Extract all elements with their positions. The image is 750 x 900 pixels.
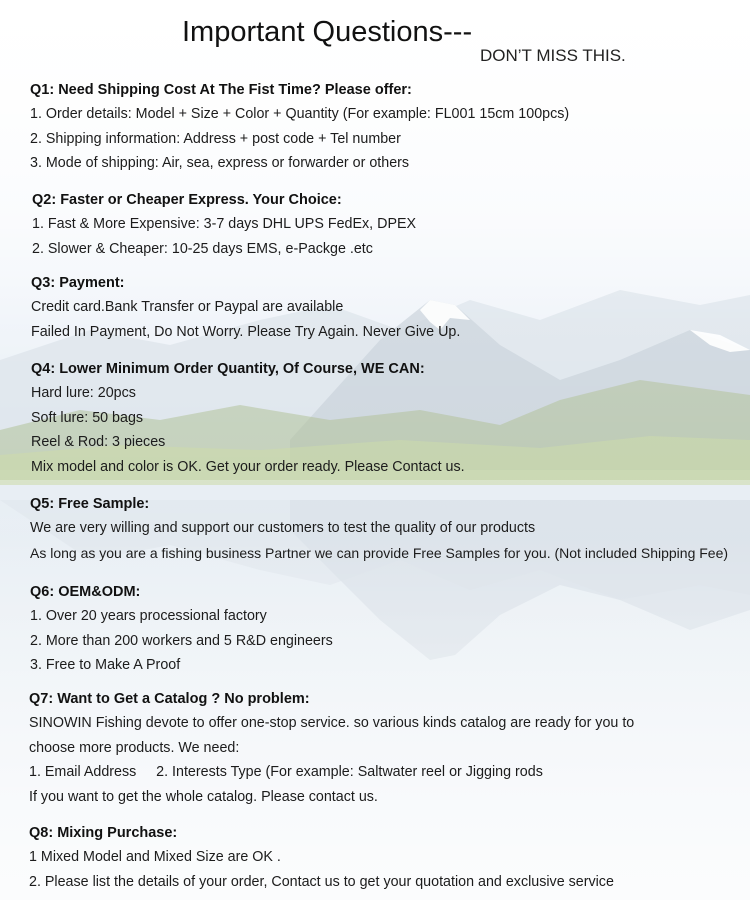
- faq-answer-line: 2. More than 200 workers and 5 R&D engineers: [30, 632, 333, 649]
- page-subtitle: DON’T MISS THIS.: [480, 46, 626, 65]
- faq-answer-line: 1. Over 20 years processional factory: [30, 608, 267, 624]
- faq-answer-line: Reel & Rod: 3 pieces: [31, 434, 166, 451]
- faq-section-q4: [31, 357, 465, 479]
- faq-answer-line: Failed In Payment, Do Not Worry. Please Try Again. Never Give Up.: [31, 323, 461, 340]
- page-title: Important Questions---: [182, 16, 473, 48]
- faq-question: Q3: Payment:: [31, 275, 125, 291]
- faq-answer-line: Mix model and color is OK. Get your order ready. Please Contact us.: [31, 458, 465, 475]
- faq-answer-line: 3. Free to Make A Proof: [30, 657, 181, 674]
- faq-section-q2: [32, 188, 416, 261]
- faq-answer-line: SINOWIN Fishing devote to offer one-stop service. so various kinds catalog are ready for you to: [29, 715, 635, 731]
- faq-section-q5: [30, 492, 728, 565]
- faq-answer-line: 2. Slower & Cheaper: 10-25 days EMS, e-Packge .etc: [32, 240, 373, 257]
- faq-question: Q1: Need Shipping Cost At The Fist Time? Please offer:: [30, 82, 412, 98]
- faq-section-q7: [29, 687, 634, 809]
- faq-answer-line: As long as you are a fishing business Partner we can provide Free Samples for you. (Not included Shipping Fee): [30, 544, 729, 561]
- faq-answer-line: 1 Mixed Model and Mixed Size are OK .: [29, 849, 281, 865]
- faq-answer-line: 2. Shipping information: Address + post code + Tel number: [30, 130, 401, 147]
- faq-answer-line: 1. Order details: Model + Size + Color + Quantity (For example: FL001 15cm 100pcs): [30, 106, 570, 122]
- faq-question: Q4: Lower Minimum Order Quantity, Of Course, WE CAN:: [31, 361, 425, 377]
- faq-question: Q5: Free Sample:: [30, 496, 150, 512]
- faq-answer-line: 2. Please list the details of your order, Contact us to get your quotation and exclusive service: [29, 873, 614, 890]
- faq-answer-line: Soft lure: 50 bags: [31, 409, 144, 426]
- faq-answer-line: We are very willing and support our customers to test the quality of our products: [30, 520, 536, 536]
- faq-question: Q2: Faster or Cheaper Express. Your Choice:: [32, 192, 342, 208]
- faq-section-q1: [30, 78, 569, 176]
- faq-question: Q8: Mixing Purchase:: [29, 825, 178, 841]
- faq-answer-line: Credit card.Bank Transfer or Paypal are available: [31, 299, 344, 315]
- faq-answer-line: If you want to get the whole catalog. Please contact us.: [29, 788, 378, 805]
- faq-section-q3: [31, 271, 460, 344]
- faq-answer-line: 1. Email Address 2. Interests Type (For example: Saltwater reel or Jigging rods: [29, 764, 543, 781]
- faq-question: Q6: OEM&ODM:: [30, 584, 141, 600]
- faq-answer-line: choose more products. We need:: [29, 739, 240, 756]
- faq-section-q6: [30, 580, 333, 678]
- faq-section-q8: [29, 821, 614, 894]
- faq-answer-line: Hard lure: 20pcs: [31, 385, 136, 401]
- faq-answer-line: 1. Fast & More Expensive: 3-7 days DHL UPS FedEx, DPEX: [32, 216, 417, 232]
- faq-question: Q7: Want to Get a Catalog ? No problem:: [29, 691, 310, 707]
- faq-answer-line: 3. Mode of shipping: Air, sea, express or forwarder or others: [30, 155, 410, 172]
